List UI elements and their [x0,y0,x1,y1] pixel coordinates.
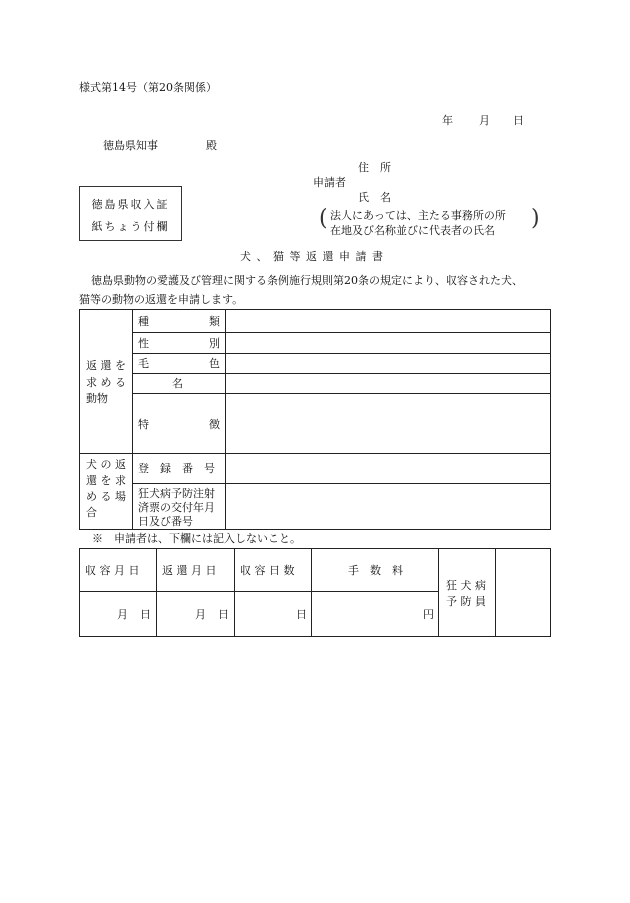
corporate-note-line2: 在地及び名称並びに代表者の氏名 [330,224,495,237]
dog-group-line3: め る 場 [86,490,126,503]
addressee-honorific: 殿 [206,139,217,152]
coat-color-field[interactable] [226,354,550,373]
animal-name-field[interactable] [226,374,550,393]
animal-group-line2: 求 め る [86,376,126,389]
return-month-unit: 月 [195,608,206,621]
date-year-label: 年 [442,114,453,127]
coat-label-right: 色 [209,357,220,370]
fee-unit: 円 [423,608,434,621]
header-received-date: 収 容 月 日 [85,564,140,577]
applicant-address-label: 住 所 [358,161,391,174]
body-line2: 猫等の動物の返還を申請します。 [79,293,244,306]
animal-group-line3: 動物 [86,392,108,405]
dog-group-line4: 合 [86,506,97,519]
coat-label-left: 毛 [138,357,149,370]
registration-number-field[interactable] [226,454,550,483]
stamp-box-line2: 紙ちょう付欄 [91,220,170,233]
rabies-certificate-field[interactable] [226,484,550,529]
rabies-label-line2: 済票の交付年月 [138,501,215,514]
received-day-unit: 日 [140,608,151,621]
applicant-label: 申請者 [313,176,346,189]
kind-label-right: 類 [209,315,220,328]
received-month-unit: 月 [117,608,128,621]
addressee-name: 徳島県知事 [103,139,158,152]
rabies-label-line3: 日及び番号 [138,515,193,528]
revenue-stamp-box [79,186,182,241]
sex-label-right: 別 [209,337,220,350]
form-number: 様式第14号（第20条関係） [79,81,217,94]
note-right-bracket: ) [531,206,540,231]
body-line1: 徳島県動物の愛護及び管理に関する条例施行規則第20条の規定により、収容された犬、 [91,274,523,287]
date-day-label: 日 [513,114,524,127]
rabies-label-line1: 狂犬病予防注射 [138,487,215,500]
kind-label-left: 種 [138,315,149,328]
inspector-label-line2: 予 防 員 [446,595,486,608]
kind-field[interactable] [226,310,550,332]
inspector-seal-field[interactable] [496,549,550,636]
dog-group-line1: 犬 の 返 [86,458,126,471]
note-left-bracket: ( [319,206,328,231]
stamp-box-line1: 徳島県収入証 [91,198,170,211]
features-field[interactable] [226,394,550,453]
applicant-name-label: 氏 名 [358,191,391,204]
name-label: 名 [172,377,183,390]
sex-label-left: 性 [138,337,149,350]
corporate-note-line1: 法人にあっては、主たる事務所の所 [330,209,506,222]
date-month-label: 月 [479,114,490,127]
dog-group-line2: 還 を 求 [86,474,126,487]
header-return-date: 返 還 月 日 [162,564,217,577]
sex-field[interactable] [226,333,550,353]
return-day-unit: 日 [218,608,229,621]
features-label-left: 特 [138,418,149,431]
header-days: 収 容 日 数 [240,564,295,577]
features-label-right: 徴 [209,418,220,431]
days-unit: 日 [296,608,307,621]
document-title: 犬 、 猫 等 返 還 申 請 書 [240,250,384,263]
registration-label: 登 録 番 号 [138,462,215,475]
office-use-note: ※ 申請者は、下欄には記入しないこと。 [92,532,301,545]
inspector-label-line1: 狂 犬 病 [446,579,486,592]
animal-group-line1: 返 還 を [86,359,126,372]
header-fee: 手 数 料 [348,564,403,577]
